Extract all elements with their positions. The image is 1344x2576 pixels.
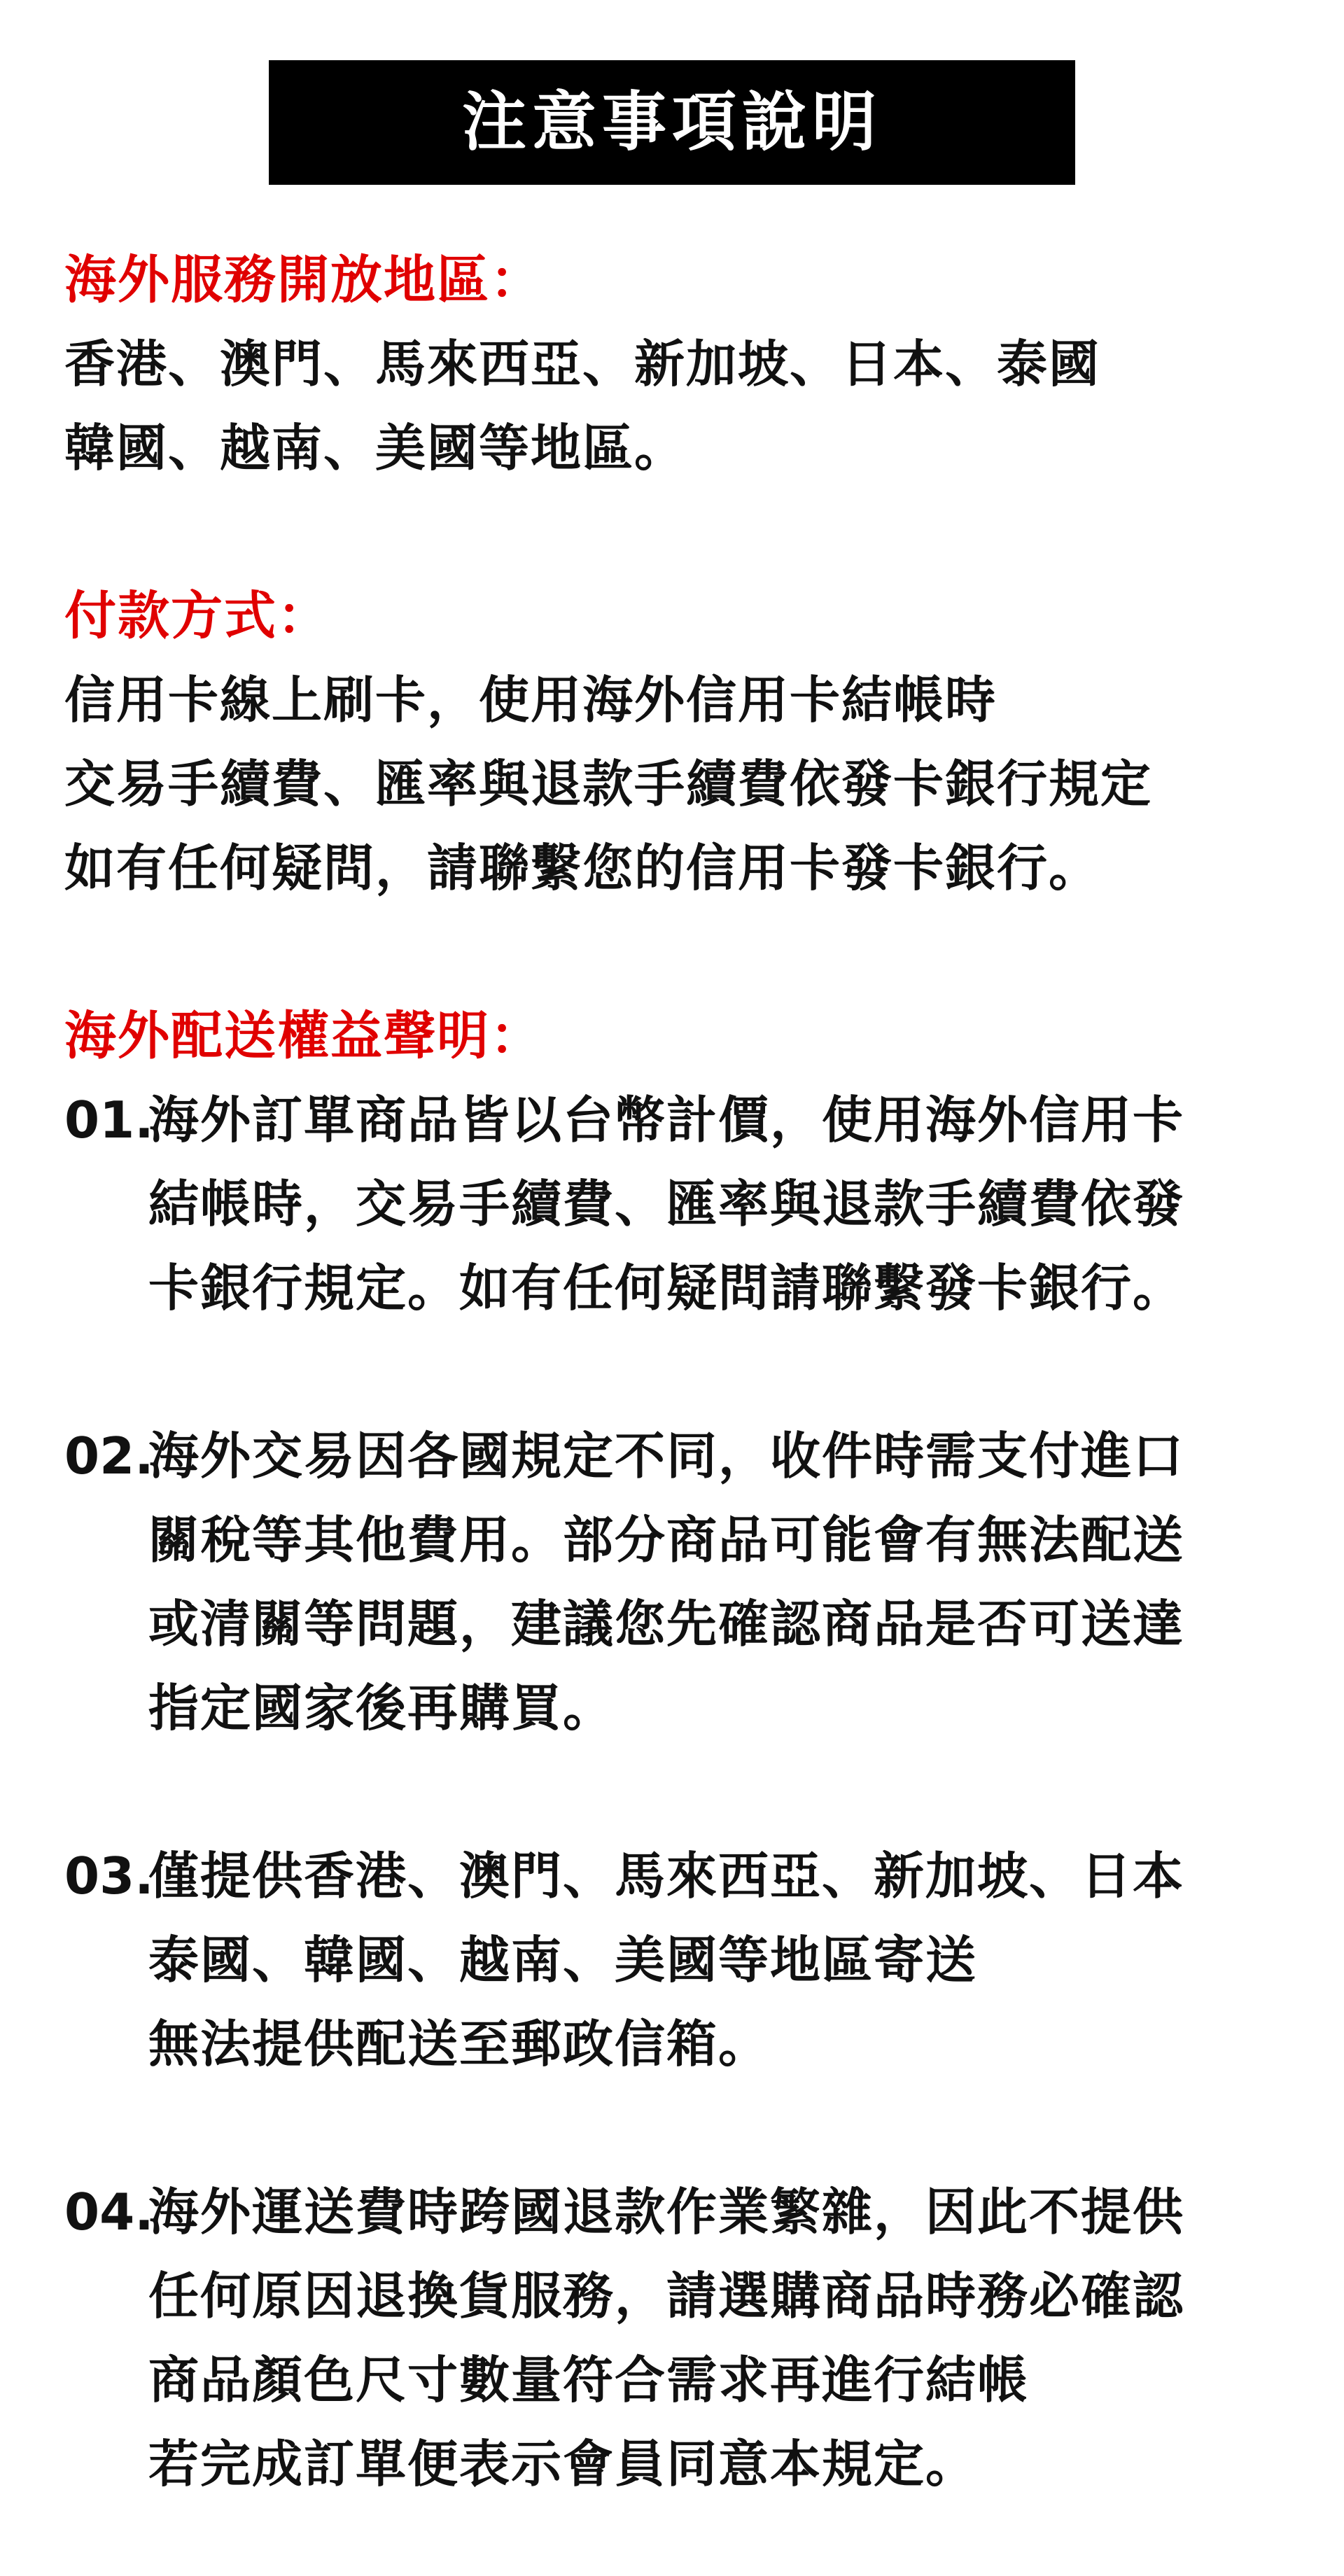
body-line: 無法提供配送至郵政信箱。 [148, 2015, 771, 2073]
spacer [64, 910, 1310, 994]
page-title: 注意事項說明 [461, 85, 882, 160]
notice-content [64, 238, 1310, 2506]
body-line: 指定國家後再購買。 [148, 1679, 615, 1737]
item-number: 01. [64, 1091, 154, 1149]
body-line: 香港、澳門、馬來西亞、新加坡、日本、泰國 [64, 335, 1101, 393]
body-line: 韓國、越南、美國等地區。 [64, 419, 687, 477]
spacer [64, 2086, 1310, 2170]
body-line: 任何原因退換貨服務，請選購商品時務必確認 [148, 2267, 1185, 2325]
item-number: 02. [64, 1427, 154, 1485]
section-heading: 海外配送權益聲明： [64, 1006, 543, 1066]
spacer [64, 1330, 1310, 1414]
body-line: 卡銀行規定。如有任何疑問請聯繫發卡銀行。 [148, 1259, 1185, 1317]
body-line: 信用卡線上刷卡，使用海外信用卡結帳時 [64, 671, 997, 729]
body-line: 商品顏色尺寸數量符合需求再進行結帳 [148, 2351, 1030, 2409]
spacer [64, 490, 1310, 574]
body-line: 若完成訂單便表示會員同意本規定。 [148, 2435, 978, 2493]
item-text [148, 1078, 1310, 1330]
body-line: 泰國、韓國、越南、美國等地區寄送 [148, 1931, 978, 1989]
section-overseas-regions [64, 238, 1310, 490]
section-payment-method [64, 574, 1310, 910]
body-line: 結帳時，交易手續費、匯率與退款手續費依發 [148, 1175, 1185, 1233]
spacer [64, 1750, 1310, 1834]
numbered-item-03 [64, 1834, 1310, 2086]
body-line: 海外交易因各國規定不同，收件時需支付進口 [148, 1427, 1185, 1485]
body-line: 海外訂單商品皆以台幣計價，使用海外信用卡 [148, 1091, 1185, 1149]
numbered-item-02 [64, 1414, 1310, 1750]
body-line: 海外運送費時跨國退款作業繁雜，因此不提供 [148, 2183, 1185, 2241]
body-line: 如有任何疑問，請聯繫您的信用卡發卡銀行。 [64, 839, 1101, 897]
body-line: 或清關等問題，建議您先確認商品是否可送達 [148, 1595, 1185, 1653]
section-shipping-rights [64, 994, 1310, 2506]
body-line: 關稅等其他費用。部分商品可能會有無法配送 [148, 1511, 1185, 1569]
title-banner [269, 60, 1075, 185]
item-number: 03. [64, 1847, 154, 1905]
item-text [148, 2170, 1310, 2506]
body-line: 僅提供香港、澳門、馬來西亞、新加坡、日本 [148, 1847, 1185, 1905]
item-text [148, 1834, 1310, 2086]
item-text [148, 1414, 1310, 1750]
body-line: 交易手續費、匯率與退款手續費依發卡銀行規定 [64, 755, 1153, 813]
item-number: 04. [64, 2183, 154, 2241]
section-heading: 海外服務開放地區： [64, 250, 543, 310]
numbered-item-04 [64, 2170, 1310, 2506]
section-heading: 付款方式： [64, 586, 330, 646]
numbered-item-01 [64, 1078, 1310, 1330]
